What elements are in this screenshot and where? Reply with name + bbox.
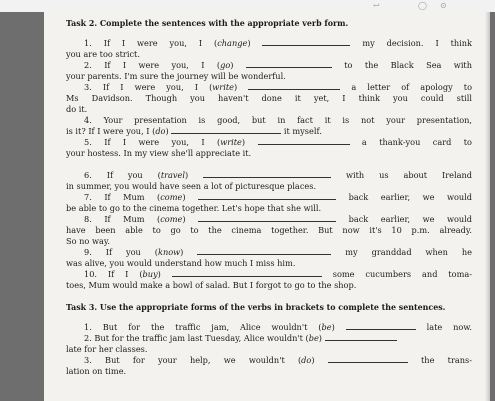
answer-blank [248, 82, 340, 90]
task2-sentence-10-cont: toes, Mum would make a bowl of salad. But I forgot to go to the shop. [66, 280, 357, 290]
answer-blank [203, 170, 331, 178]
task2-sentence-9-cont: was alive, you would understand how much I miss him. [66, 258, 296, 268]
task3-sentence-2-cont: late for her classes. [66, 344, 148, 354]
task2-sentence-4-cont: is it? If I were you, I (do) it myself. [66, 126, 322, 136]
answer-blank [197, 247, 331, 255]
task2-sentence-4: 4. Your presentation is good, but in fact it is not your presentation, [84, 115, 472, 125]
task2-sentence-5-cont: your hostess. In my view she'll appreciate it. [66, 148, 252, 158]
task2-sentence-5: 5. If I were you, I (write) a thank-you card to [84, 137, 472, 147]
task3-sentence-1: 1. But for the traffic jam, Alice wouldn't (be) late now. [84, 322, 472, 332]
task2-sentence-6: 6. If you (travel) with us about Ireland [84, 170, 472, 180]
task3-sentence-3: 3. But for your help, we wouldn't (do) the trans- [84, 355, 472, 365]
answer-blank [198, 192, 336, 200]
task2-sentence-3-cont: Ms Davidson. Though you haven't done it yet, I think you could still [66, 93, 472, 103]
answer-blank [262, 38, 350, 46]
task3-sentence-3-cont: lation on time. [66, 366, 127, 376]
task2-sentence-1-cont: you are too strict. [66, 49, 140, 59]
task2-sentence-1: 1. If I were you, I (change) my decision. I think [84, 38, 472, 48]
answer-blank [172, 269, 322, 277]
circle-icon[interactable]: ◯ [418, 1, 427, 10]
answer-blank [198, 214, 336, 222]
task2-sentence-2-cont: your parents. I'm sure the journey will be wonderful. [66, 71, 286, 81]
task3-sentence-2: 2. But for the traffic jam last Tuesday, Alice wouldn't (be) [66, 333, 472, 344]
task2-sentence-10: 10. If I (buy) some cucumbers and toma- [84, 269, 472, 279]
window-top-bar [0, 0, 495, 12]
target-icon[interactable]: ⊙ [440, 1, 447, 10]
task2-sentence-7: 7. If Mum (come) back earlier, we would [84, 192, 473, 202]
answer-blank [346, 322, 416, 330]
task2-sentence-7-cont: be able to go to the cinema together. Let's hope that she will. [66, 203, 322, 213]
answer-blank [258, 137, 350, 145]
task2-sentence-2: 2. If I were you, I (go) to the Black Sea with [84, 60, 472, 70]
page-edge-shadow [485, 12, 490, 401]
task2-sentence-3-end: do it. [66, 104, 88, 114]
task3-heading: Task 3. Use the appropriate forms of the verbs in brackets to complete the sentences. [66, 303, 446, 312]
answer-blank [328, 355, 408, 363]
undo-icon[interactable]: ↩ [373, 1, 380, 10]
task2-sentence-6-cont: in summer, you would have seen a lot of picturesque places. [66, 181, 317, 191]
answer-blank [246, 60, 332, 68]
answer-blank [171, 126, 281, 134]
task2-sentence-8: 8. If Mum (come) back earlier, we would [84, 214, 473, 224]
task2-sentence-9: 9. If you (know) my granddad when he [84, 247, 472, 257]
task2-sentence-3: 3. If I were you, I (write) a letter of apology to [84, 82, 473, 92]
answer-blank [325, 333, 397, 341]
task2-sentence-8-end: So no way. [66, 236, 110, 246]
task2-heading: Task 2. Complete the sentences with the appropriate verb form. [66, 19, 349, 28]
task2-sentence-8-cont: have been able to go to the cinema together. But now it's 10 p.m. already. [66, 225, 472, 235]
document-page [44, 12, 490, 401]
